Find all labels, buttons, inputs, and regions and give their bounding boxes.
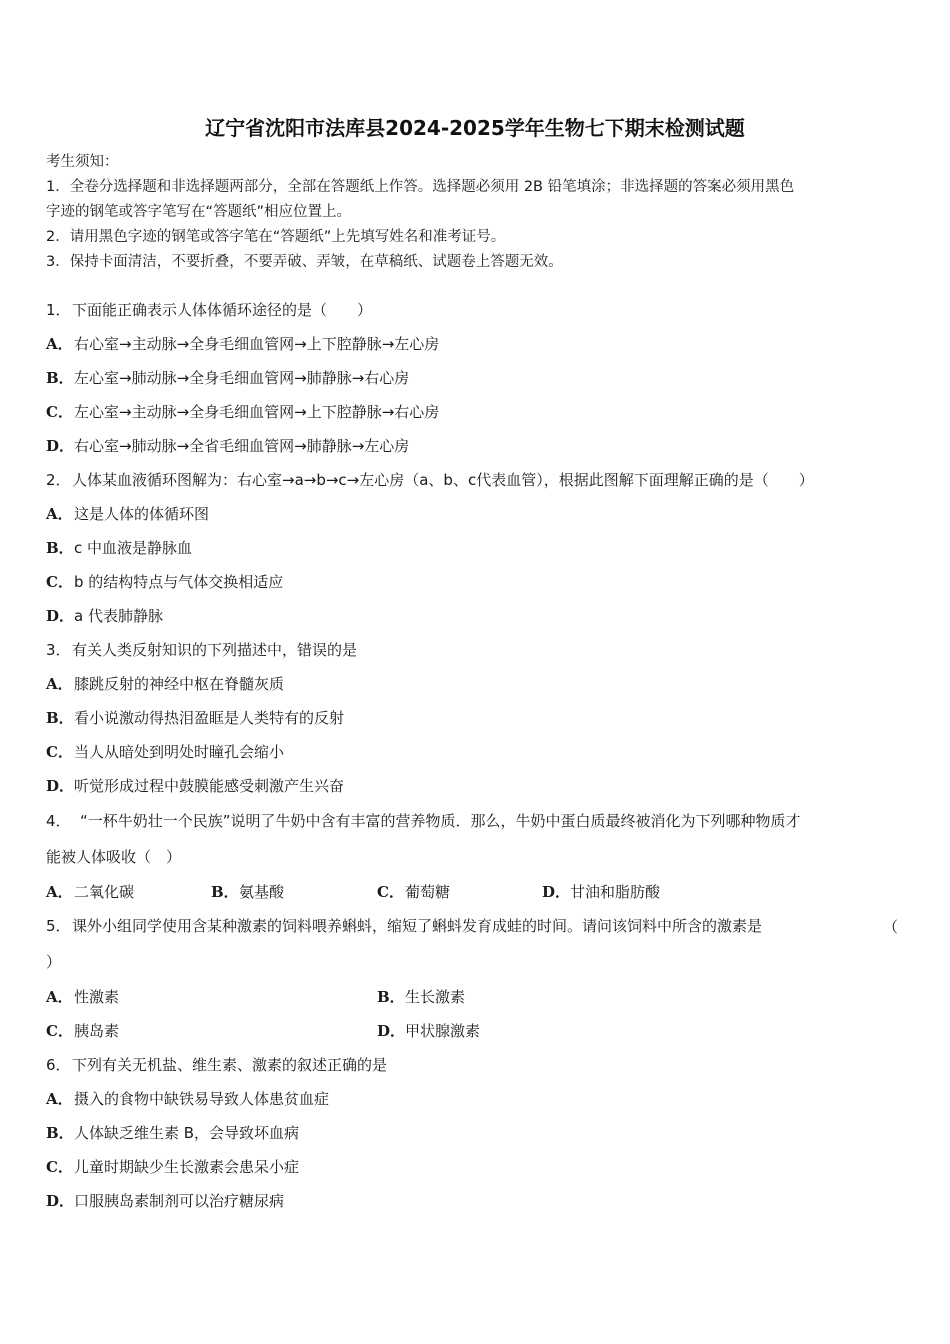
- option-text: 人体缺乏维生素 B，会导致坏血病: [74, 1124, 300, 1142]
- question-3-option-a[interactable]: [46, 674, 284, 694]
- option-text: 生长激素: [405, 988, 466, 1006]
- question-text: 人体某血液循环图解为：右心室→a→b→c→左心房（a、b、c代表血管），根据此图解下面理解正确的是（ ）: [72, 471, 814, 489]
- option-text: 甘油和脂肪酸: [570, 883, 661, 901]
- notice-heading: 考生须知：: [46, 154, 119, 170]
- question-number: 1．: [46, 301, 71, 319]
- answer-paren-open: （: [882, 918, 898, 936]
- question-6-option-b[interactable]: [46, 1123, 299, 1143]
- option-text: 二氧化碳: [74, 883, 135, 901]
- option-text: 右心室→主动脉→全身毛细血管网→上下腔静脉→左心房: [74, 335, 440, 353]
- question-1-option-a[interactable]: [46, 334, 439, 354]
- option-letter: D．: [46, 777, 75, 795]
- option-text: 膝跳反射的神经中枢在脊髓灰质: [74, 675, 285, 693]
- question-3-stem: [46, 640, 357, 660]
- question-4-option-c[interactable]: [377, 882, 450, 902]
- option-text: 摄入的食物中缺铁易导致人体患贫血症: [74, 1090, 330, 1108]
- option-letter: B．: [46, 1124, 74, 1142]
- option-letter: B．: [46, 369, 74, 387]
- question-6-option-d[interactable]: [46, 1191, 284, 1211]
- option-letter: B．: [211, 883, 239, 901]
- question-5-option-b[interactable]: [377, 987, 465, 1007]
- option-text: 这是人体的体循环图: [74, 505, 210, 523]
- page-title: 辽宁省沈阳市法库县2024-2025学年生物七下期末检测试题: [205, 116, 745, 140]
- option-text: 儿童时期缺少生长激素会患呆小症: [74, 1158, 300, 1176]
- question-2-option-a[interactable]: [46, 504, 209, 524]
- question-4-option-d[interactable]: [542, 882, 660, 902]
- option-text: c 中血液是静脉血: [74, 539, 193, 557]
- question-number: 2．: [46, 471, 71, 489]
- question-2-option-b[interactable]: [46, 538, 192, 558]
- question-2-option-d[interactable]: [46, 606, 163, 626]
- notice-item-3: 3．保持卡面清洁，不要折叠，不要弄破、弄皱，在草稿纸、试题卷上答题无效。: [46, 254, 563, 270]
- option-letter: A．: [46, 675, 73, 693]
- option-letter: A．: [46, 883, 73, 901]
- question-4-option-b[interactable]: [211, 882, 284, 902]
- option-text: 葡萄糖: [405, 883, 451, 901]
- option-letter: C．: [46, 743, 73, 761]
- option-letter: A．: [46, 335, 73, 353]
- question-1-option-c[interactable]: [46, 402, 439, 422]
- option-letter: B．: [46, 539, 74, 557]
- option-letter: C．: [377, 883, 404, 901]
- question-6-stem: [46, 1055, 387, 1075]
- question-6-option-a[interactable]: [46, 1089, 329, 1109]
- question-number: 5．: [46, 917, 71, 935]
- question-1-option-b[interactable]: [46, 368, 409, 388]
- option-letter: D．: [542, 883, 571, 901]
- option-letter: C．: [46, 1158, 73, 1176]
- question-5-stem-line1: [46, 916, 762, 936]
- option-text: b 的结构特点与气体交换相适应: [74, 573, 284, 591]
- option-letter: A．: [46, 1090, 73, 1108]
- option-text: 听觉形成过程中鼓膜能感受刺激产生兴奋: [74, 777, 345, 795]
- option-letter: B．: [46, 709, 74, 727]
- question-3-option-d[interactable]: [46, 776, 344, 796]
- option-letter: D．: [46, 607, 75, 625]
- question-1-stem: [46, 300, 372, 320]
- question-text: “一杯牛奶壮一个民族”说明了牛奶中含有丰富的营养物质．那么，牛奶中蛋白质最终被消化为下列哪种物质才: [80, 812, 801, 830]
- option-text: 氨基酸: [239, 883, 285, 901]
- option-text: 右心室→肺动脉→全省毛细血管网→肺静脉→左心房: [74, 437, 410, 455]
- option-letter: C．: [46, 573, 73, 591]
- option-letter: A．: [46, 505, 73, 523]
- question-5-option-a[interactable]: [46, 987, 119, 1007]
- option-text: 甲状腺激素: [405, 1022, 481, 1040]
- question-6-option-c[interactable]: [46, 1157, 299, 1177]
- option-letter: D．: [377, 1022, 406, 1040]
- question-text: 有关人类反射知识的下列描述中，错误的是: [72, 641, 358, 659]
- notice-item-1-cont: 字迹的钢笔或答字笔写在“答题纸”相应位置上。: [46, 204, 352, 220]
- question-2-option-c[interactable]: [46, 572, 283, 592]
- option-letter: C．: [46, 403, 73, 421]
- question-number: 4．: [46, 812, 71, 830]
- question-text: 课外小组同学使用含某种激素的饲料喂养蝌蚪，缩短了蝌蚪发育成蛙的时间。请问该饲料中所含的激素是: [72, 917, 763, 935]
- question-5-stem-line2: ）: [46, 953, 62, 971]
- question-1-option-d[interactable]: [46, 436, 409, 456]
- option-letter: C．: [46, 1022, 73, 1040]
- question-4-stem-line1: [46, 811, 801, 831]
- question-text: 下面能正确表示人体体循环途径的是（ ）: [72, 301, 373, 319]
- question-number: 3．: [46, 641, 71, 659]
- option-text: a 代表肺静脉: [74, 607, 163, 625]
- question-5-option-d[interactable]: [377, 1021, 480, 1041]
- option-text: 左心室→肺动脉→全身毛细血管网→肺静脉→右心房: [74, 369, 410, 387]
- notice-item-1: 1．全卷分选择题和非选择题两部分，全部在答题纸上作答。选择题必须用 2B 铅笔填涂；非选择题的答案必须用黑色: [46, 179, 795, 195]
- option-text: 当人从暗处到明处时瞳孔会缩小: [74, 743, 285, 761]
- option-text: 看小说激动得热泪盈眶是人类特有的反射: [74, 709, 345, 727]
- question-text: 下列有关无机盐、维生素、激素的叙述正确的是: [72, 1056, 388, 1074]
- question-3-option-b[interactable]: [46, 708, 344, 728]
- notice-item-2: 2．请用黑色字迹的钢笔或答字笔在“答题纸”上先填写姓名和准考证号。: [46, 229, 506, 245]
- question-3-option-c[interactable]: [46, 742, 284, 762]
- option-letter: D．: [46, 437, 75, 455]
- question-2-stem: [46, 470, 814, 490]
- option-text: 性激素: [74, 988, 120, 1006]
- question-number: 6．: [46, 1056, 71, 1074]
- option-text: 左心室→主动脉→全身毛细血管网→上下腔静脉→右心房: [74, 403, 440, 421]
- question-4-stem-line2: 能被人体吸收（ ）: [46, 848, 182, 866]
- option-letter: D．: [46, 1192, 75, 1210]
- option-letter: B．: [377, 988, 405, 1006]
- option-text: 口服胰岛素制剂可以治疗糖尿病: [74, 1192, 285, 1210]
- option-text: 胰岛素: [74, 1022, 120, 1040]
- question-4-option-a[interactable]: [46, 882, 134, 902]
- option-letter: A．: [46, 988, 73, 1006]
- question-5-option-c[interactable]: [46, 1021, 119, 1041]
